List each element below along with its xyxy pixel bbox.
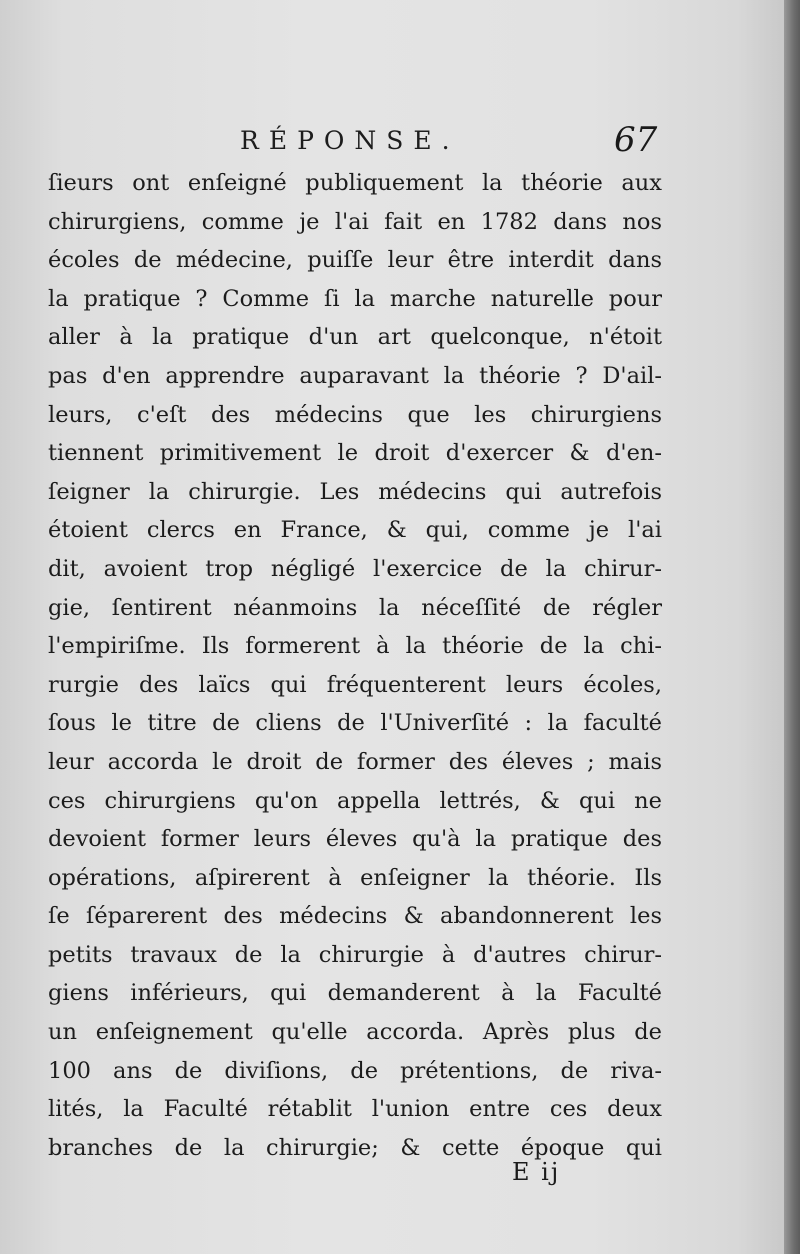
signature-mark: E ij xyxy=(512,1158,561,1186)
text-line: ſeigner la chirurgie. Les médecins qui autrefois xyxy=(48,478,662,505)
text-line: rurgie des laïcs qui fréquenterent leurs écoles, xyxy=(48,671,662,698)
text-line: leur accorda le droit de former des éleves ; mais xyxy=(48,748,662,775)
text-line: ces chirurgiens qu'on appella lettrés, & qui ne xyxy=(48,787,662,814)
text-line: petits travaux de la chirurgie à d'autres chirur- xyxy=(48,941,662,968)
page-header xyxy=(0,118,784,168)
body-text xyxy=(48,164,662,1167)
text-line: gie, ſentirent néanmoins la néceſſité de régler xyxy=(48,594,662,621)
text-line: leurs, c'eſt des médecins que les chirurgiens xyxy=(48,401,662,428)
page-number: 67 xyxy=(614,120,658,160)
text-line: devoient former leurs éleves qu'à la pratique des xyxy=(48,826,662,853)
text-line: un enſeignement qu'elle accorda. Après plus de xyxy=(48,1019,662,1046)
text-line: la pratique ? Comme ſi la marche naturelle pour xyxy=(48,285,662,312)
text-line: 100 ans de diviſions, de prétentions, de riva- xyxy=(48,1057,662,1084)
text-line: giens inférieurs, qui demanderent à la Faculté xyxy=(48,980,662,1007)
text-line: branches de la chirurgie; & cette époque qui xyxy=(48,1134,662,1161)
text-line: tiennent primitivement le droit d'exercer & d'en- xyxy=(48,440,662,467)
text-line: aller à la pratique d'un art quelconque, n'étoit xyxy=(48,324,662,351)
text-line: lités, la Faculté rétablit l'union entre ces deux xyxy=(48,1096,662,1123)
text-line: pas d'en apprendre auparavant la théorie ? D'ail- xyxy=(48,362,662,389)
text-line: l'empiriſme. Ils formerent à la théorie de la chi- xyxy=(48,633,662,660)
text-line: étoient clercs en France, & qui, comme je l'ai xyxy=(48,517,662,544)
text-line: dit, avoient trop négligé l'exercice de la chirur- xyxy=(48,555,662,582)
text-line: opérations, aſpirerent à enſeigner la théorie. Ils xyxy=(48,864,662,891)
text-line: ſous le titre de cliens de l'Univerſité : la faculté xyxy=(48,710,662,737)
running-head: RÉPONSE. xyxy=(240,126,460,155)
page-edge-shadow xyxy=(784,0,800,1254)
text-line: chirurgiens, comme je l'ai fait en 1782 dans nos xyxy=(48,208,662,235)
text-line: ſieurs ont enſeigné publiquement la théorie aux xyxy=(48,170,662,196)
text-line: ſe ſéparerent des médecins & abandonnerent les xyxy=(48,903,662,930)
text-line: écoles de médecine, puiſſe leur être interdit dans xyxy=(48,247,662,274)
